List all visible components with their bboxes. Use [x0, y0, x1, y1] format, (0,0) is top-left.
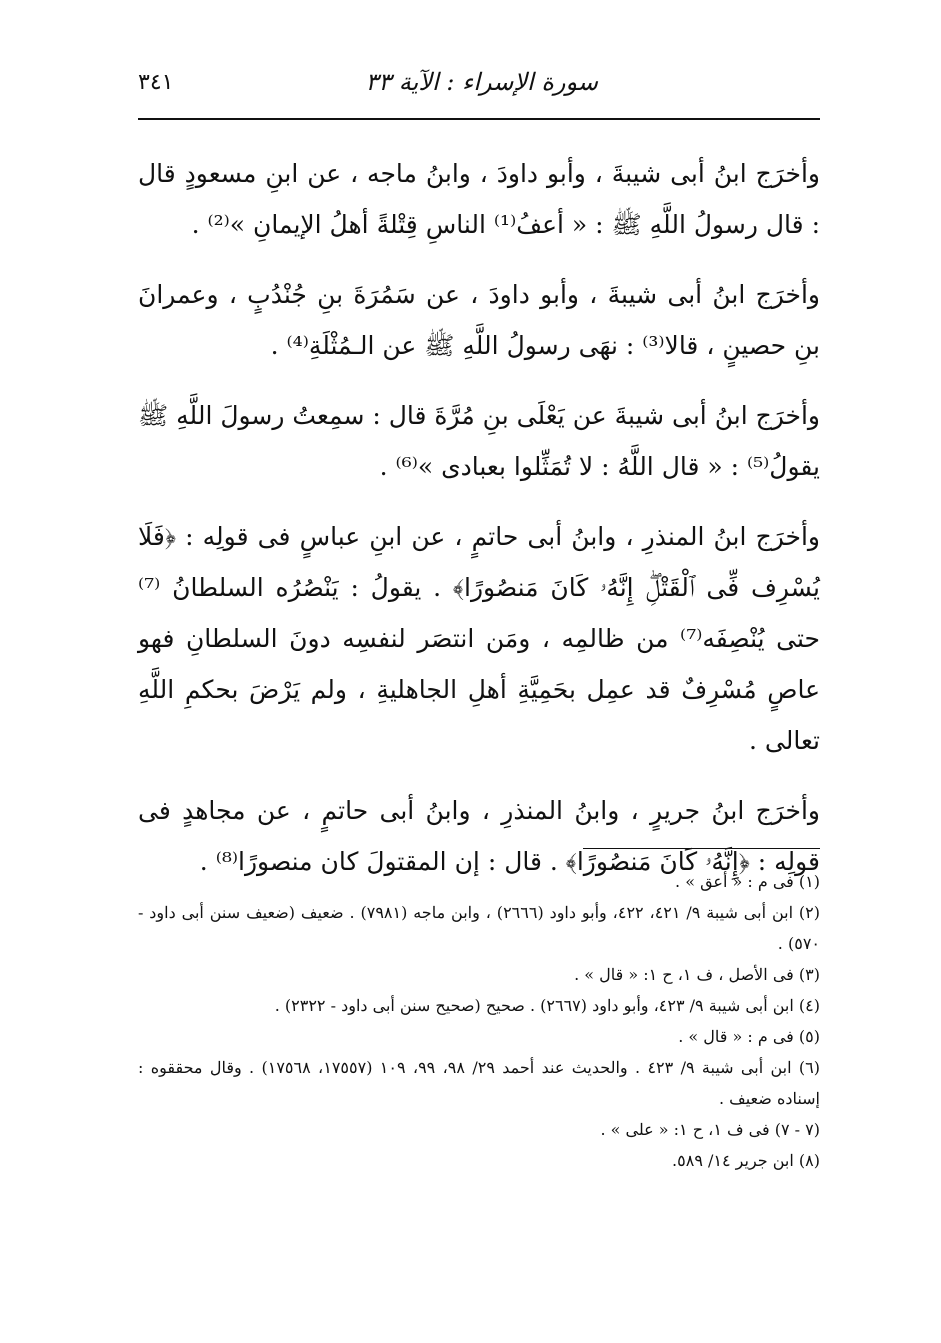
footnote: (٧ - ٧) فى ف ١، ح ١: « على » . — [600, 1120, 820, 1139]
paragraph: وأخرَج ابنُ أبى شيبةَ ، وأبو داودَ ، وابنُ ماجه ، عن ابنِ مسعودٍ قال : قال رسولُ اللَّهِ ﷺ : « أعفُ⁽¹⁾ الناسِ قِتْلةً أهلُ الإيمانِ »⁽²⁾ . — [138, 159, 820, 239]
footnote: (٣) فى الأصل ، ف ١، ح ١: « قال » . — [574, 965, 820, 984]
page-number: ٣٤١ — [138, 70, 174, 95]
paragraph: وأخرَج ابنُ المنذرِ ، وابنُ أبى حاتمٍ ، عن ابنِ عباسٍ فى قولِه : ﴿فَلَا يُسْرِف فِّى ٱلْقَتْلِۖ إِنَّهُۥ كَانَ مَنصُورًا﴾ . يقولُ : يَنْصُرُه السلطانُ ⁽⁷⁾حتى يُنْصِفَه⁽⁷⁾ من ظالمِه ، ومَن انتصَر لنفسِه دونَ السلطانِ فهو عاصٍ مُسْرِفٌ قد عمِل بحَمِيَّةِ أهلِ الجاهليةِ ، ولم يَرْضَ بحكمِ اللَّهِ تعالى . — [138, 522, 821, 755]
footnote: (٨) ابن جرير ١٤/ ٥٨٩. — [672, 1151, 820, 1170]
paragraph: وأخرَج ابنُ جريرٍ ، وابنُ المنذرِ ، وابنُ أبى حاتمٍ ، عن مجاهدٍ فى قولِه : ﴿إِنَّهُۥ كَانَ مَنصُورًا﴾ . قال : إن المقتولَ كان منصورًا⁽⁸⁾ . — [138, 796, 820, 876]
paragraph: وأخرَج ابنُ أبى شيبةَ ، وأبو داودَ ، عن سَمُرَةَ بنِ جُنْدُبٍ ، وعمرانَ بنِ حصينٍ ، قالا⁽³⁾ : نهَى رسولُ اللَّهِ ﷺ عن الـمُثْلَةِ⁽⁴⁾ . — [138, 280, 820, 360]
footnote: (٥) فى م : « قال » . — [678, 1027, 820, 1046]
header-rule — [138, 118, 820, 120]
footnote-separator — [583, 848, 820, 849]
footnote: (٤) ابن أبى شيبة ٩/ ٤٢٣، وأبو داود (٢٦٦٧) . صحيح (صحيح سنن أبى داود - ٢٣٢٢) . — [274, 996, 820, 1015]
footnotes — [138, 866, 820, 1176]
running-title: سورة الإسراء : الآية ٣٣ — [365, 68, 598, 96]
footnote: (٦) ابن أبى شيبة ٩/ ٤٢٣ . والحديث عند أحمد ٢٩/ ٩٨، ٩٩، ١٠٩ (١٧٥٥٧، ١٧٥٦٨) . وقال محققوه : إسناده ضعيف . — [138, 1058, 821, 1108]
footnote: (٢) ابن أبى شيبة ٩/ ٤٢١، ٤٢٢، وأبو داود (٢٦٦٦) ، وابن ماجه (٧٩٨١) . ضعيف (ضعيف سنن أبى داود - ٥٧٠) . — [138, 903, 821, 953]
footnote: (١) فى م : « أعق » . — [675, 872, 820, 891]
main-text — [138, 148, 820, 906]
page-header — [138, 62, 820, 102]
paragraph: وأخرَج ابنُ أبى شيبةَ عن يَعْلَى بنِ مُرَّةَ قال : سمِعتُ رسولَ اللَّهِ ﷺ يقولُ⁽⁵⁾ : « قال اللَّهُ : لا تُمَثِّلوا بعبادى »⁽⁶⁾ . — [138, 401, 820, 481]
